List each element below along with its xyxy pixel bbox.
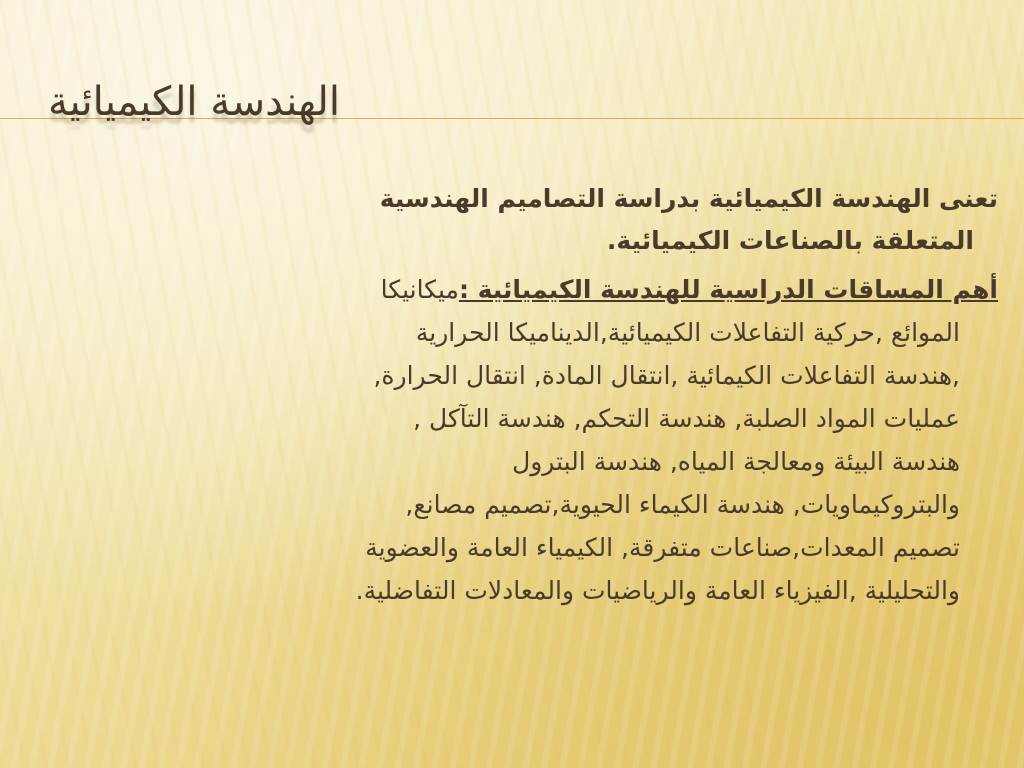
slide-title: الهندسة الكيميائية xyxy=(48,79,340,125)
courses-line: ,هندسة التفاعلات الكيمائية ,انتقال المادة, انتقال الحرارة, xyxy=(373,361,960,390)
courses-line: الموائع ,حركية التفاعلات الكيميائية,الديناميكا الحرارية xyxy=(415,318,960,347)
courses-line: والبتروكيماويات, هندسة الكيماء الحيوية,تصميم مصانع, xyxy=(405,490,960,519)
intro-line: تعنى الهندسة الكيميائية بدراسة التصاميم الهندسية xyxy=(379,184,998,213)
courses-paragraph xyxy=(60,268,998,612)
intro-line: المتعلقة بالصناعات الكيميائية. xyxy=(606,226,974,255)
courses-first-item: ميكانيكا xyxy=(380,275,459,304)
courses-heading: أهم المساقات الدراسية للهندسة الكيميائية : xyxy=(458,275,998,304)
slide-body xyxy=(60,178,998,612)
intro-paragraph xyxy=(60,178,998,262)
courses-line: هندسة البيئة ومعالجة المياه, هندسة البترول xyxy=(512,447,960,476)
courses-line: والتحليلية ,الفيزياء العامة والرياضيات والمعادلات التفاضلية. xyxy=(355,576,960,605)
courses-line: عمليات المواد الصلبة, هندسة التحكم, هندسة التآكل , xyxy=(413,404,960,433)
courses-line: تصميم المعدات,صناعات متفرقة, الكيمياء العامة والعضوية xyxy=(365,533,960,562)
courses-first-line xyxy=(60,268,998,311)
